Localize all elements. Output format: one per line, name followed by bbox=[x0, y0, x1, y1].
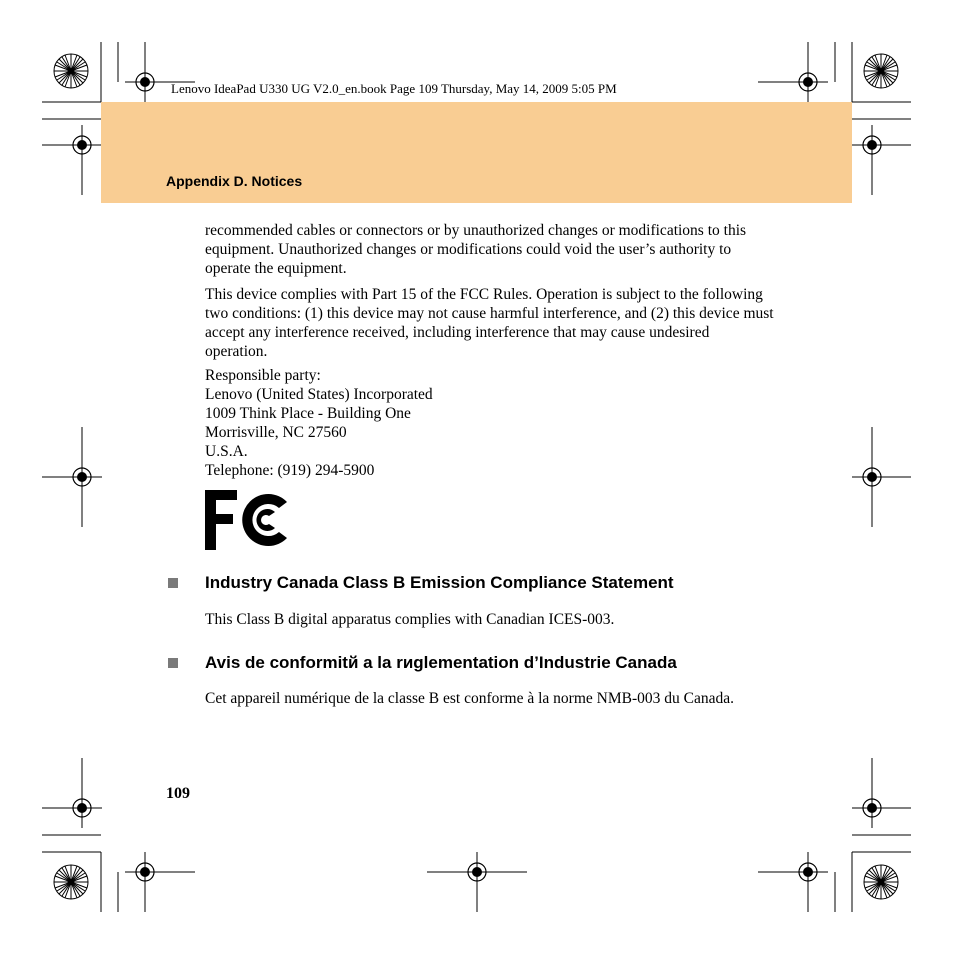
book-info-line: Lenovo IdeaPad U330 UG V2.0_en.book Page 109 Thursday, May 14, 2009 5:05 PM bbox=[171, 81, 617, 96]
heading-avis-conformite: Avis de conformitй a la rиglementation d’Industrie Canada bbox=[205, 653, 677, 672]
bullet-icon bbox=[168, 578, 178, 588]
paragraph-cables: recommended cables or connectors or by unauthorized changes or modifications to this equipment. Unauthorized changes or modifications could void the user’s authority to operate the equipment. bbox=[205, 222, 747, 277]
telephone: Telephone: (919) 294-5900 bbox=[205, 462, 375, 479]
street-address: 1009 Think Place - Building One bbox=[205, 405, 411, 422]
paragraph-ices003: This Class B digital apparatus complies with Canadian ICES-003. bbox=[205, 611, 615, 628]
page-number: 109 bbox=[166, 785, 190, 802]
country: U.S.A. bbox=[205, 443, 248, 460]
bullet-icon bbox=[168, 658, 178, 668]
heading-industry-canada: Industry Canada Class B Emission Compliance Statement bbox=[205, 573, 674, 592]
paragraph-nmb003: Cet appareil numérique de la classe B est conforme à la norme NMB-003 du Canada. bbox=[205, 690, 734, 707]
responsible-label: Responsible party: bbox=[205, 367, 321, 384]
paragraph-fcc-part15: This device complies with Part 15 of the FCC Rules. Operation is subject to the following two conditions: (1) this device may not cause harmful interference, and (2) this device must accept any interference received, including interference that may cause undesired operation. bbox=[205, 286, 774, 360]
city-address: Morrisville, NC 27560 bbox=[205, 424, 347, 441]
company-name: Lenovo (United States) Incorporated bbox=[205, 386, 433, 403]
responsible-party-block bbox=[205, 366, 433, 480]
fcc-logo bbox=[203, 488, 291, 552]
section-title: Appendix D. Notices bbox=[166, 173, 303, 189]
